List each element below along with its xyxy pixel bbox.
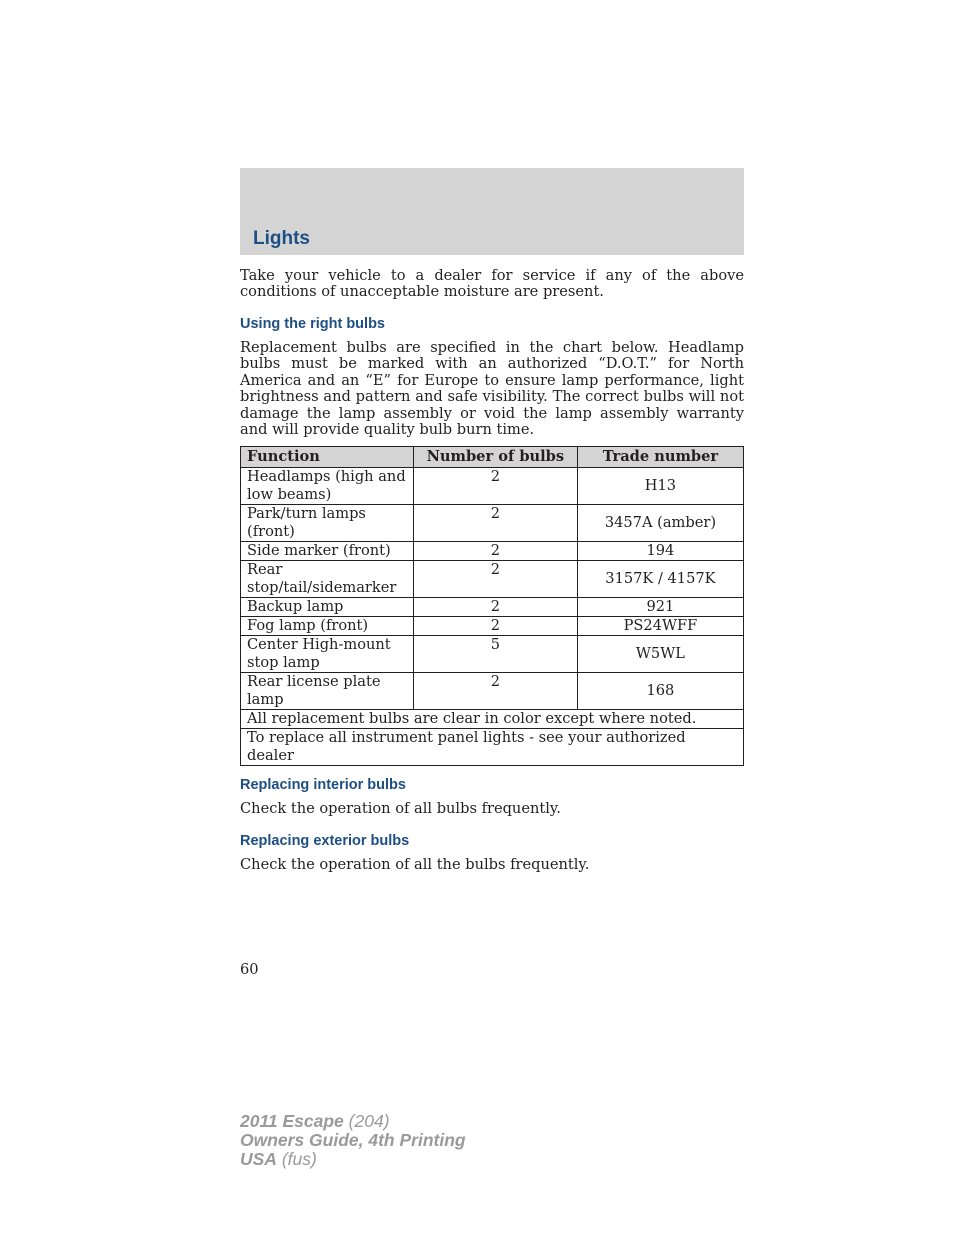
heading-replacing-interior: Replacing interior bulbs	[240, 777, 406, 793]
cell-count: 2	[413, 542, 577, 561]
table-row	[241, 505, 744, 542]
footer-line-guide	[240, 1131, 466, 1150]
table-row	[241, 636, 744, 673]
table-header-row	[241, 447, 744, 468]
interior-paragraph: Check the operation of all bulbs frequently.	[240, 800, 561, 817]
cell-trade: 921	[577, 598, 743, 617]
cell-count: 2	[413, 505, 577, 542]
heading-replacing-exterior: Replacing exterior bulbs	[240, 833, 410, 849]
bulbs-paragraph: Replacement bulbs are specified in the chart below. Headlamp bulbs must be marked with an authorized “D.O.T.” for North America and an “E” for Europe to ensure lamp performance, light brightness and pattern and safe visibility. The correct bulbs will not damage the lamp assembly or void the lamp assembly warranty and will provide quality bulb burn time.	[240, 339, 744, 439]
intro-paragraph: Take your vehicle to a dealer for service if any of the above conditions of unacceptable moisture are present.	[240, 267, 744, 301]
cell-count: 2	[413, 468, 577, 505]
cell-trade: 3457A (amber)	[577, 505, 743, 542]
table-row	[241, 598, 744, 617]
cell-trade: 3157K / 4157K	[577, 561, 743, 598]
cell-count: 5	[413, 636, 577, 673]
exterior-paragraph: Check the operation of all the bulbs frequently.	[240, 856, 590, 873]
section-header-band	[240, 168, 744, 255]
footer-guide: Owners Guide, 4th Printing	[240, 1130, 466, 1150]
cell-function: Center High-mount stop lamp	[241, 636, 414, 673]
cell-function: Park/turn lamps (front)	[241, 505, 414, 542]
footer-market-code: (fus)	[281, 1149, 317, 1169]
cell-trade: PS24WFF	[577, 617, 743, 636]
cell-function: Rear stop/tail/sidemarker	[241, 561, 414, 598]
cell-function: Headlamps (high and low beams)	[241, 468, 414, 505]
cell-trade: W5WL	[577, 636, 743, 673]
note-clear-bulbs: All replacement bulbs are clear in color except where noted.	[241, 710, 744, 729]
page-title: Lights	[253, 228, 310, 249]
footer-line-model	[240, 1112, 466, 1131]
table-row	[241, 617, 744, 636]
table-note-row	[241, 729, 744, 766]
cell-function: Fog lamp (front)	[241, 617, 414, 636]
cell-trade: 168	[577, 673, 743, 710]
column-header-trade: Trade number	[577, 447, 743, 468]
cell-trade: 194	[577, 542, 743, 561]
cell-count: 2	[413, 673, 577, 710]
cell-trade: H13	[577, 468, 743, 505]
page-number: 60	[240, 961, 259, 978]
column-header-number: Number of bulbs	[413, 447, 577, 468]
document-footer	[240, 1112, 466, 1169]
table-note-row	[241, 710, 744, 729]
table-row	[241, 673, 744, 710]
column-header-function: Function	[241, 447, 414, 468]
footer-model-code: (204)	[348, 1111, 390, 1131]
table-row	[241, 542, 744, 561]
table-row	[241, 468, 744, 505]
cell-function: Rear license plate lamp	[241, 673, 414, 710]
note-instrument-panel: To replace all instrument panel lights - see your authorized dealer	[241, 729, 744, 766]
table-row	[241, 561, 744, 598]
cell-function: Side marker (front)	[241, 542, 414, 561]
footer-line-market	[240, 1150, 466, 1169]
cell-count: 2	[413, 617, 577, 636]
cell-count: 2	[413, 561, 577, 598]
cell-function: Backup lamp	[241, 598, 414, 617]
cell-count: 2	[413, 598, 577, 617]
footer-market: USA	[240, 1149, 277, 1169]
footer-model: 2011 Escape	[240, 1111, 344, 1131]
bulb-table	[240, 446, 744, 766]
heading-using-right-bulbs: Using the right bulbs	[240, 316, 385, 332]
